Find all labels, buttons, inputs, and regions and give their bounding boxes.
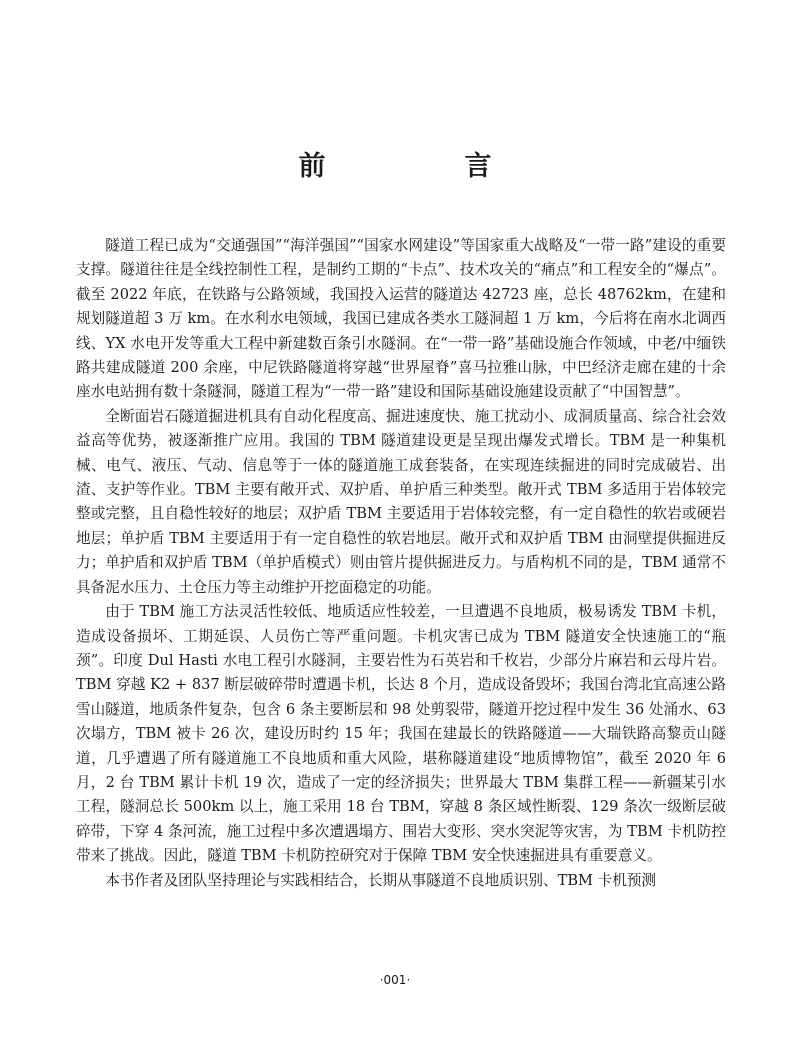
page-number: ·001· [379, 973, 411, 987]
paragraph-1: 隧道工程已成为“交通强国”“海洋强国”“国家水网建设”等国家重大战略及“一带一路”建设的重要支撑。隧道往往是全线控制性工程，是制约工期的“卡点”、技术攻关的“痛点”和工程安全的“爆点”。截至 2022 年底，在铁路与公路领域，我国投入运营的隧道达 42723 座，总长 48762km，在建和规划隧道超 3 万 km。在水利水电领域，我国已建成各类水工隧洞超 1 万 km，今后将在南水北调西线、YX 水电开发等重大工程中新建数百条引水隧洞。在“一带一路”基础设施合作领域，中老/中缅铁路共建成隧道 200 余座，中尼铁路隧道将穿越“世界屋脊”喜马拉雅山脉，中巴经济走廊在建的十余座水电站拥有数十条隧洞，隧道工程为“一带一路”建设和国际基础设施建设贡献了“中国智慧”。 [76, 237, 726, 401]
paragraph-3: 由于 TBM 施工方法灵活性较低、地质适应性较差，一旦遭遇不良地质，极易诱发 TBM 卡机，造成设备损坏、工期延误、人员伤亡等严重问题。卡机灾害已成为 TBM 隧道安全快速施工的“瓶颈”。印度 Dul Hasti 水电工程引水隧洞，主要岩性为石英岩和千枚岩，少部分片麻岩和云母片岩。TBM 穿越 K2 + 837 断层破碎带时遭遇卡机，长达 8 个月，造成设备毁坏；我国台湾北宜高速公路雪山隧道，地质条件复杂，包含 6 条主要断层和 98 处剪裂带，隧道开挖过程中发生 36 处涌水、63 次塌方，TBM 被卡 26 次，建设历时约 15 年；我国在建最长的铁路隧道——大瑞铁路高黎贡山隧道，几乎遭遇了所有隧道施工不良地质和重大风险，堪称隧道建设“地质博物馆”，截至 2020 年 6 月，2 台 TBM 累计卡机 19 次，造成了一定的经济损失；世界最大 TBM 集群工程——新疆某引水工程，隧洞总长 500km 以上，施工采用 18 台 TBM，穿越 8 条区域性断裂、129 条次一级断层破碎带，下穿 4 条河流，施工过程中多次遭遇塌方、围岩大变形、突水突泥等灾害，为 TBM 卡机防控带来了挑战。因此，隧道 TBM 卡机防控研究对于保障 TBM 安全快速掘进具有重要意义。 [76, 603, 726, 865]
page-title: 前 言 [298, 151, 548, 182]
paragraph-4: 本书作者及团队坚持理论与实践相结合，长期从事隧道不良地质识别、TBM 卡机预测 [105, 871, 657, 889]
body-text [76, 234, 726, 893]
paragraph-2: 全断面岩石隧道掘进机具有自动化程度高、掘进速度快、施工扰动小、成洞质量高、综合社会效益高等优势，被逐渐推广应用。我国的 TBM 隧道建设更是呈现出爆发式增长。TBM 是一种集机械、电气、液压、气动、信息等于一体的隧道施工成套装备，在实现连续掘进的同时完成破岩、出渣、支护等作业。TBM 主要有敞开式、双护盾、单护盾三种类型。敞开式 TBM 多适用于岩体较完整或完整，且自稳性较好的地层；双护盾 TBM 主要适用于岩体较完整，有一定自稳性的软岩或硬岩地层；单护盾 TBM 主要适用于有一定自稳性的软岩地层。敞开式和双护盾 TBM 由洞壁提供掘进反力；单护盾和双护盾 TBM（单护盾模式）则由管片提供掘进反力。与盾构机不同的是，TBM 通常不具备泥水压力、土仓压力等主动维护开挖面稳定的功能。 [76, 407, 726, 596]
